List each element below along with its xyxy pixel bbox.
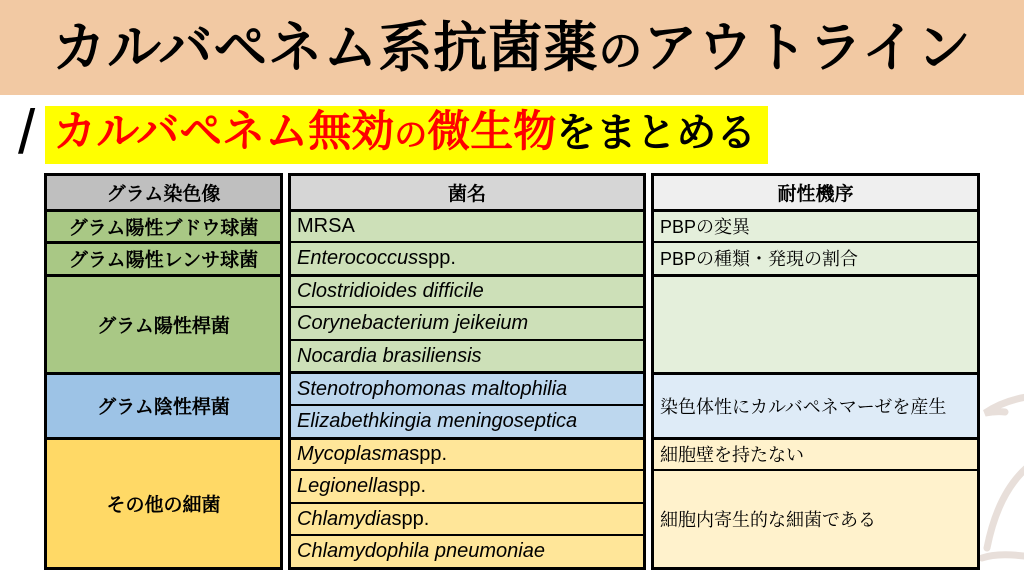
title-banner	[0, 0, 1024, 95]
swirl-curve-middle	[987, 458, 1024, 548]
column-gram-stain	[44, 173, 283, 570]
organism-cell-mycoplasma: Mycoplasma spp.	[291, 437, 643, 470]
header-resistance-mechanism: 耐性機序	[654, 176, 977, 209]
mechanism-cell-empty	[654, 274, 977, 372]
swirl-curve-top	[985, 396, 1024, 413]
column-resistance-mechanism	[651, 173, 980, 570]
subtitle-highlight	[45, 106, 768, 163]
organism-cell-elizabethkingia: Elizabethkingia meningoseptica	[291, 404, 643, 437]
header-gram-stain: グラム染色像	[47, 176, 280, 209]
header-organism-name: 菌名	[291, 176, 643, 209]
organism-cell-corynebacterium: Corynebacterium jeikeium	[291, 306, 643, 339]
mechanism-cell-pbp-mutation: PBPの変異	[654, 209, 977, 242]
slide-title-part1: カルバペネム系抗菌薬	[52, 17, 599, 78]
subtitle-red-text-2: 微生物	[427, 108, 557, 157]
slide-title-part2: アウトライン	[643, 17, 972, 78]
stain-cell-other-bacteria: その他の細菌	[47, 437, 280, 567]
organism-cell-chlamydophila: Chlamydophila pneumoniae	[291, 534, 643, 567]
stain-cell-staphylococci: グラム陽性ブドウ球菌	[47, 209, 280, 242]
organism-cell-mrsa: MRSA	[291, 209, 643, 242]
organism-cell-nocardia: Nocardia brasiliensis	[291, 339, 643, 372]
subtitle-red-text-1: カルバペネム無効	[53, 108, 395, 157]
stain-cell-streptococci: グラム陽性レンサ球菌	[47, 241, 280, 274]
slide-title	[52, 17, 972, 78]
subtitle-black-text: をまとめる	[556, 111, 757, 156]
stain-cell-gram-negative-rods: グラム陰性桿菌	[47, 372, 280, 437]
slide-title-particle: の	[598, 26, 644, 76]
organism-cell-enterococcus: Enterococcus spp.	[291, 241, 643, 274]
subtitle-row	[12, 98, 768, 168]
organism-cell-legionella: Legionella spp.	[291, 469, 643, 502]
mechanism-cell-chromosomal-carbapenemase: 染色体性にカルバペネマーゼを産生	[654, 372, 977, 437]
mechanism-cell-no-cell-wall: 細胞壁を持たない	[654, 437, 977, 470]
organism-cell-clostridioides: Clostridioides difficile	[291, 274, 643, 307]
swirl-curve-bottom	[982, 555, 1024, 559]
column-organism-name	[288, 173, 646, 570]
subtitle-red-particle: の	[394, 116, 428, 154]
stain-cell-gram-positive-rods: グラム陽性桿菌	[47, 274, 280, 372]
resistance-table	[44, 173, 980, 570]
mechanism-cell-pbp-expression: PBPの種類・発現の割合	[654, 241, 977, 274]
organism-cell-stenotrophomonas: Stenotrophomonas maltophilia	[291, 371, 643, 404]
mechanism-cell-intracellular: 細胞内寄生的な細菌である	[654, 469, 977, 567]
slash-bullet: /	[18, 98, 36, 167]
organism-cell-chlamydia: Chlamydia spp.	[291, 502, 643, 535]
